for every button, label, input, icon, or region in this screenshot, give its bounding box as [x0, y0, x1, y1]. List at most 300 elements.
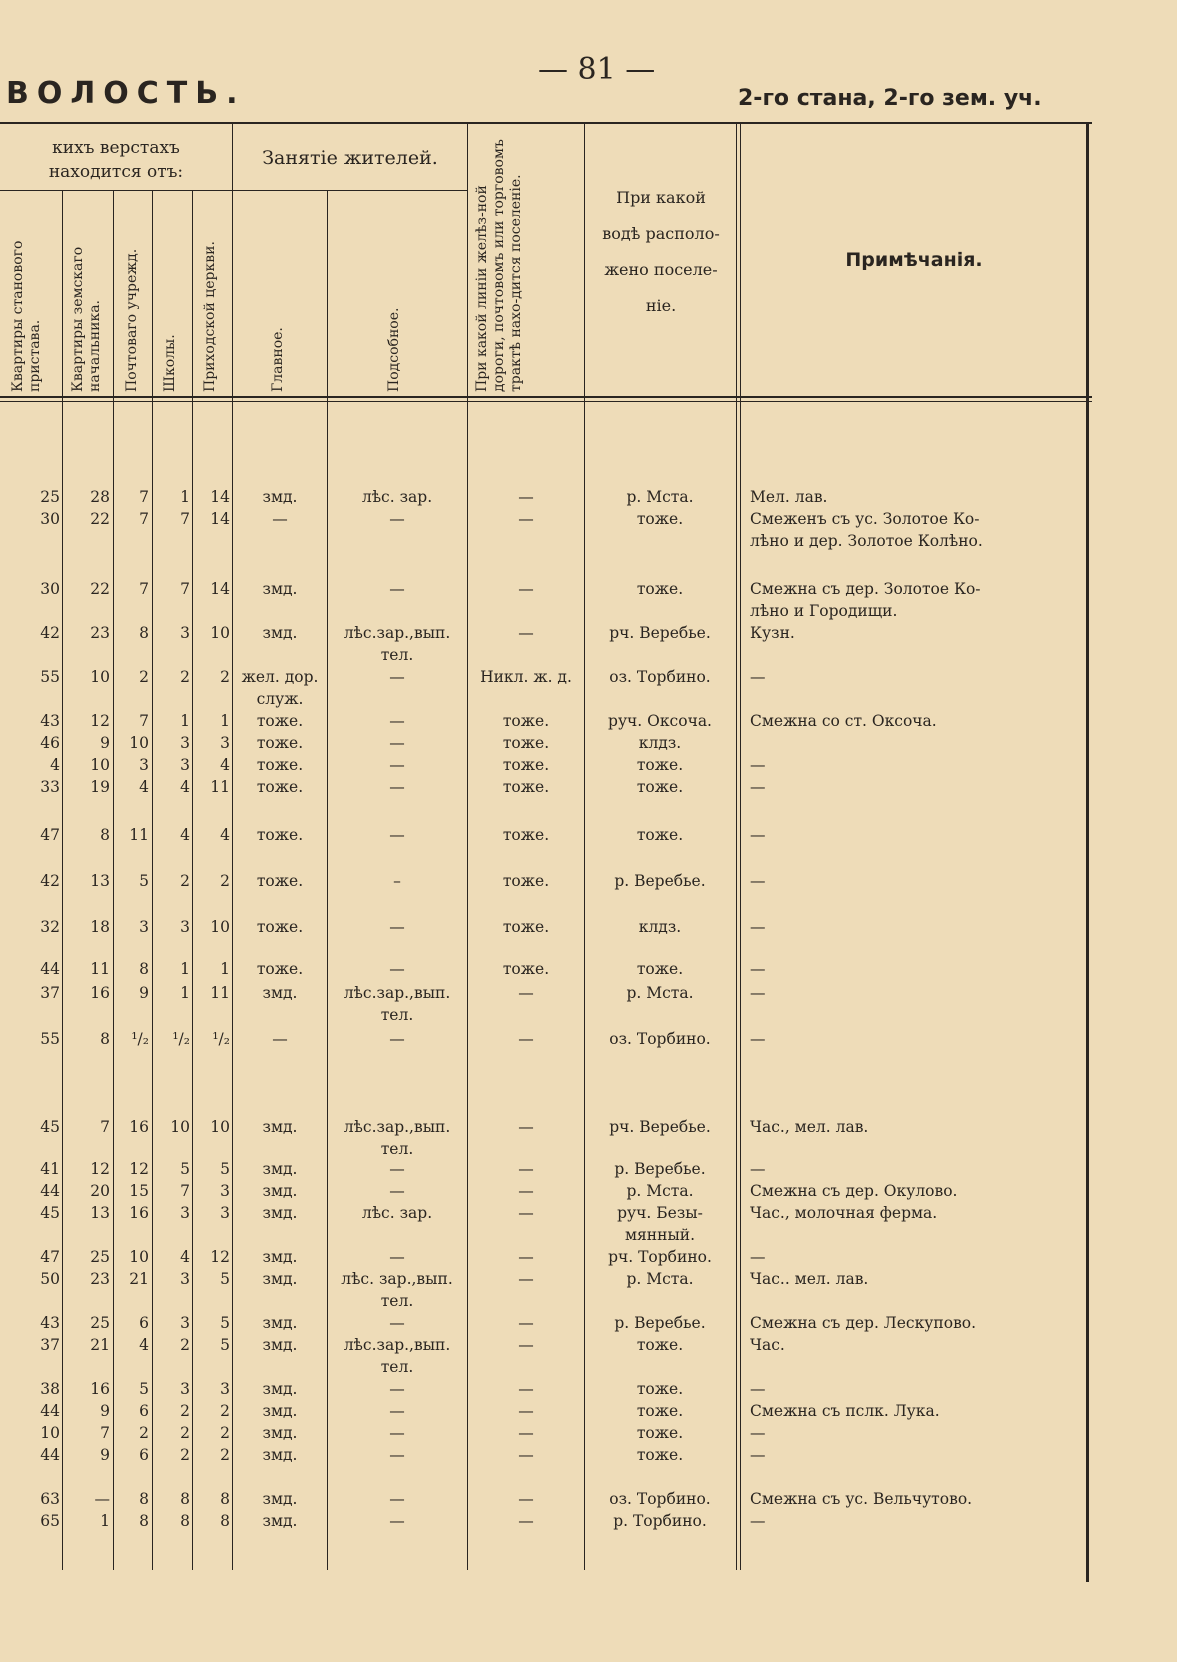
- cell-note-continued: лѣно и дер. Золотое Колѣно.: [750, 532, 983, 550]
- cell-main: —: [272, 510, 288, 528]
- cell-note: —: [750, 1030, 766, 1048]
- cell-c4: 3: [180, 918, 190, 936]
- cell-note: Мел. лав.: [750, 488, 828, 506]
- cell-aux-continued: тел.: [380, 646, 414, 664]
- cell-c2: 12: [90, 712, 110, 730]
- col-line: [327, 190, 328, 1570]
- cell-c5: 14: [210, 510, 230, 528]
- cell-aux: лѣс. зар.: [361, 488, 433, 506]
- cell-c4: 2: [180, 1336, 190, 1354]
- cell-c1: 41: [40, 1160, 60, 1178]
- cell-aux: —: [389, 778, 405, 796]
- cell-aux: —: [389, 1030, 405, 1048]
- cell-rail: тоже.: [502, 826, 550, 844]
- cell-c1: 65: [40, 1512, 60, 1530]
- cell-c3: 10: [129, 734, 149, 752]
- cell-water: р. Мста.: [626, 1270, 694, 1288]
- page-title: ВОЛОСТЬ.: [6, 76, 246, 111]
- cell-note: —: [750, 918, 766, 936]
- cell-rail: —: [518, 1512, 534, 1530]
- cell-c1: 44: [40, 960, 60, 978]
- cell-main: змд.: [262, 1490, 298, 1508]
- cell-water: оз. Торбино.: [609, 1030, 711, 1048]
- cell-c4: 8: [180, 1512, 190, 1530]
- cell-c2: 23: [90, 1270, 110, 1288]
- cell-aux: —: [389, 918, 405, 936]
- cell-c3: 6: [139, 1314, 149, 1332]
- cell-water: р. Мста.: [626, 488, 694, 506]
- cell-main-continued: служ.: [256, 690, 304, 708]
- cell-c5: 2: [220, 668, 230, 686]
- cell-note: —: [750, 872, 766, 890]
- cell-aux: —: [389, 1380, 405, 1398]
- cell-c3: 8: [139, 1490, 149, 1508]
- cell-aux: —: [389, 1512, 405, 1530]
- cell-main: змд.: [262, 1314, 298, 1332]
- cell-water-continued: мянный.: [624, 1226, 696, 1244]
- cell-c4: 7: [180, 580, 190, 598]
- cell-c1: 10: [40, 1424, 60, 1442]
- cell-c1: 25: [40, 488, 60, 506]
- cell-rail: —: [518, 1160, 534, 1178]
- cell-c2: 22: [90, 510, 110, 528]
- cell-aux: —: [389, 1490, 405, 1508]
- col-header-zemsky: Квартиры земскаго начальника.: [70, 246, 103, 392]
- cell-c1: 4: [50, 756, 60, 774]
- cell-main: тоже.: [256, 826, 304, 844]
- cell-c5: 5: [220, 1270, 230, 1288]
- col-line: [62, 190, 63, 1570]
- cell-c4: 2: [180, 1402, 190, 1420]
- cell-note: Час.: [750, 1336, 785, 1354]
- cell-c1: 30: [40, 510, 60, 528]
- col-header-notes: Примѣчанія.: [845, 249, 983, 271]
- cell-c3: 16: [129, 1118, 149, 1136]
- cell-note: —: [750, 778, 766, 796]
- col-header-school: Школы.: [162, 334, 178, 392]
- cell-c3: 7: [139, 712, 149, 730]
- cell-aux: —: [389, 668, 405, 686]
- col-header-aux: Подсобное.: [386, 307, 402, 392]
- cell-rail: —: [518, 984, 534, 1002]
- cell-note: —: [750, 960, 766, 978]
- cell-c5: 8: [220, 1490, 230, 1508]
- cell-rail: —: [518, 1182, 534, 1200]
- cell-aux: —: [389, 734, 405, 752]
- cell-aux: лѣс.зар.,вып.: [343, 624, 451, 642]
- cell-note: —: [750, 668, 766, 686]
- cell-water: клдз.: [638, 734, 682, 752]
- cell-c2: 20: [90, 1182, 110, 1200]
- cell-c1: 33: [40, 778, 60, 796]
- cell-c4: 2: [180, 1446, 190, 1464]
- cell-water: рч. Торбино.: [608, 1248, 712, 1266]
- cell-c4: 2: [180, 872, 190, 890]
- cell-rail: —: [518, 624, 534, 642]
- cell-c2: 1: [100, 1512, 110, 1530]
- cell-aux: —: [389, 1248, 405, 1266]
- cell-c2: 25: [90, 1314, 110, 1332]
- cell-aux: лѣс.зар.,вып.: [343, 1118, 451, 1136]
- cell-c4: 3: [180, 756, 190, 774]
- cell-main: змд.: [262, 1182, 298, 1200]
- cell-rail: —: [518, 1204, 534, 1222]
- cell-note: Смежна съ ус. Вельчутово.: [750, 1490, 973, 1508]
- cell-note: —: [750, 1248, 766, 1266]
- cell-main: тоже.: [256, 918, 304, 936]
- cell-aux-continued: тел.: [380, 1006, 414, 1024]
- cell-c3: 7: [139, 580, 149, 598]
- col-line: [736, 122, 737, 1570]
- cell-rail: тоже.: [502, 960, 550, 978]
- cell-aux: —: [389, 756, 405, 774]
- cell-c5: 12: [210, 1248, 230, 1266]
- cell-rail: —: [518, 510, 534, 528]
- cell-c5: 2: [220, 1424, 230, 1442]
- cell-rail: тоже.: [502, 712, 550, 730]
- cell-c5: 5: [220, 1314, 230, 1332]
- cell-main: тоже.: [256, 960, 304, 978]
- cell-note: —: [750, 984, 766, 1002]
- cell-note: Смежна съ дер. Золотое Ко-: [750, 580, 981, 598]
- cell-note: —: [750, 1512, 766, 1530]
- cell-c3: 21: [129, 1270, 149, 1288]
- cell-c1: 43: [40, 1314, 60, 1332]
- cell-c1: 63: [40, 1490, 60, 1508]
- distance-group-rule: [0, 190, 232, 191]
- cell-rail: —: [518, 1424, 534, 1442]
- cell-aux: —: [389, 1160, 405, 1178]
- cell-c3: 4: [139, 1336, 149, 1354]
- cell-c3: 11: [129, 826, 149, 844]
- cell-c3: 4: [139, 778, 149, 796]
- cell-c4: 10: [170, 1118, 190, 1136]
- cell-rail: —: [518, 1446, 534, 1464]
- cell-main: змд.: [262, 1336, 298, 1354]
- col-header-railway: При какой линіи желѣз-ной дороги, почтовомъ или торговомъ трактѣ нахо-дится поселеніе.: [474, 139, 524, 392]
- cell-c2: 25: [90, 1248, 110, 1266]
- cell-water: тоже.: [636, 510, 684, 528]
- cell-aux: —: [389, 510, 405, 528]
- cell-c3: 6: [139, 1446, 149, 1464]
- cell-c4: 1: [180, 984, 190, 1002]
- cell-aux: лѣс.зар.,вып.: [343, 1336, 451, 1354]
- cell-water: оз. Торбино.: [609, 668, 711, 686]
- cell-c4: 8: [180, 1490, 190, 1508]
- cell-c1: 44: [40, 1182, 60, 1200]
- col-line: [192, 190, 193, 1570]
- cell-c1: 37: [40, 984, 60, 1002]
- cell-c4: 3: [180, 624, 190, 642]
- cell-water: тоже.: [636, 756, 684, 774]
- cell-rail: —: [518, 1270, 534, 1288]
- cell-c1: 43: [40, 712, 60, 730]
- distance-group-header: [4, 136, 228, 184]
- cell-aux: лѣс. зар.: [361, 1204, 433, 1222]
- right-border: [1086, 122, 1089, 1582]
- cell-note: —: [750, 1160, 766, 1178]
- cell-main: тоже.: [256, 734, 304, 752]
- cell-note: Смежна со ст. Оксоча.: [750, 712, 937, 730]
- cell-rail: —: [518, 1118, 534, 1136]
- cell-rail: —: [518, 580, 534, 598]
- cell-c3: 9: [139, 984, 149, 1002]
- cell-water: клдз.: [638, 918, 682, 936]
- cell-aux-continued: тел.: [380, 1292, 414, 1310]
- cell-rail: —: [518, 1336, 534, 1354]
- cell-note: Час.. мел. лав.: [750, 1270, 869, 1288]
- cell-c1: 47: [40, 826, 60, 844]
- cell-aux: лѣс. зар.,вып.: [341, 1270, 453, 1288]
- cell-note: —: [750, 826, 766, 844]
- cell-c1: 30: [40, 580, 60, 598]
- cell-c5: 1: [220, 960, 230, 978]
- cell-c5: 4: [220, 826, 230, 844]
- cell-c2: 8: [100, 826, 110, 844]
- cell-c4: 4: [180, 1248, 190, 1266]
- col-header-church: Приходской церкви.: [202, 241, 218, 392]
- cell-main: тоже.: [256, 872, 304, 890]
- cell-c2: 21: [90, 1336, 110, 1354]
- cell-c2: 9: [100, 1402, 110, 1420]
- cell-c1: 46: [40, 734, 60, 752]
- cell-c5: 10: [210, 918, 230, 936]
- cell-water: тоже.: [636, 580, 684, 598]
- cell-water: р. Веребье.: [614, 872, 706, 890]
- cell-main: змд.: [262, 624, 298, 642]
- cell-c5: 5: [220, 1336, 230, 1354]
- cell-water: р. Веребье.: [614, 1160, 706, 1178]
- cell-c5: 3: [220, 1204, 230, 1222]
- cell-c5: 2: [220, 1402, 230, 1420]
- cell-water: р. Веребье.: [614, 1314, 706, 1332]
- cell-aux: —: [389, 826, 405, 844]
- header-bottom-rule-2: [0, 401, 1092, 402]
- cell-note: —: [750, 1424, 766, 1442]
- cell-c1: 37: [40, 1336, 60, 1354]
- cell-aux: —: [389, 712, 405, 730]
- cell-aux: —: [389, 580, 405, 598]
- col-line: [232, 122, 233, 1570]
- cell-c4: ¹/₂: [172, 1030, 190, 1048]
- col-line: [113, 190, 114, 1570]
- cell-rail: —: [518, 488, 534, 506]
- cell-c3: 16: [129, 1204, 149, 1222]
- cell-c1: 38: [40, 1380, 60, 1398]
- distance-group-line2: находится отъ:: [48, 162, 184, 182]
- cell-c5: 4: [220, 756, 230, 774]
- cell-water: р. Мста.: [626, 1182, 694, 1200]
- cell-c5: 11: [210, 778, 230, 796]
- cell-water: руч. Безы-: [617, 1204, 703, 1222]
- cell-c3: 3: [139, 918, 149, 936]
- cell-c1: 55: [40, 1030, 60, 1048]
- cell-c5: 8: [220, 1512, 230, 1530]
- cell-rail: —: [518, 1030, 534, 1048]
- cell-c2: 19: [90, 778, 110, 796]
- cell-c4: 2: [180, 668, 190, 686]
- cell-c1: 47: [40, 1248, 60, 1266]
- cell-water: тоже.: [636, 778, 684, 796]
- cell-c2: 11: [90, 960, 110, 978]
- cell-c3: 2: [139, 1424, 149, 1442]
- col-line: [152, 190, 153, 1570]
- cell-c1: 42: [40, 872, 60, 890]
- cell-c1: 44: [40, 1446, 60, 1464]
- col-header-post: Почтоваго учрежд.: [124, 248, 140, 392]
- cell-rail: —: [518, 1380, 534, 1398]
- cell-c4: 1: [180, 712, 190, 730]
- cell-c4: 2: [180, 1424, 190, 1442]
- district-label: 2-го стана, 2-го зем. уч.: [738, 86, 1042, 111]
- cell-main: —: [272, 1030, 288, 1048]
- cell-rail: тоже.: [502, 756, 550, 774]
- cell-c3: 15: [129, 1182, 149, 1200]
- cell-c3: 8: [139, 960, 149, 978]
- cell-c2: 10: [90, 668, 110, 686]
- cell-c2: 13: [90, 872, 110, 890]
- cell-water: тоже.: [636, 1402, 684, 1420]
- col-header-water: При какой водѣ располо-жено поселе-ніе.: [602, 188, 720, 315]
- cell-aux-continued: тел.: [380, 1358, 414, 1376]
- cell-c4: 3: [180, 1270, 190, 1288]
- cell-c3: 12: [129, 1160, 149, 1178]
- cell-c5: 3: [220, 1380, 230, 1398]
- cell-aux: —: [389, 1314, 405, 1332]
- cell-c2: 28: [90, 488, 110, 506]
- cell-note-continued: лѣно и Городищи.: [750, 602, 898, 620]
- cell-c2: —: [94, 1490, 110, 1508]
- cell-water: оз. Торбино.: [609, 1490, 711, 1508]
- cell-note: —: [750, 1446, 766, 1464]
- cell-rail: Никл. ж. д.: [480, 668, 572, 686]
- cell-c1: 45: [40, 1204, 60, 1222]
- cell-aux: —: [389, 960, 405, 978]
- cell-c1: 42: [40, 624, 60, 642]
- cell-c3: 8: [139, 624, 149, 642]
- cell-water: тоже.: [636, 1424, 684, 1442]
- cell-main: жел. дор.: [241, 668, 319, 686]
- cell-c3: ¹/₂: [131, 1030, 149, 1048]
- cell-aux: лѣс.зар.,вып.: [343, 984, 451, 1002]
- cell-rail: —: [518, 1402, 534, 1420]
- cell-c2: 9: [100, 734, 110, 752]
- cell-note: Смеженъ съ ус. Золотое Ко-: [750, 510, 980, 528]
- cell-c5: 2: [220, 1446, 230, 1464]
- cell-c4: 5: [180, 1160, 190, 1178]
- col-line: [740, 122, 741, 1570]
- cell-aux: —: [389, 1182, 405, 1200]
- cell-c3: 10: [129, 1248, 149, 1266]
- col-header-stanovoy: Квартиры станового пристава.: [10, 240, 43, 392]
- cell-main: змд.: [262, 580, 298, 598]
- cell-c3: 5: [139, 1380, 149, 1398]
- cell-c4: 7: [180, 1182, 190, 1200]
- cell-note: Смежна съ дер. Окулово.: [750, 1182, 958, 1200]
- cell-c2: 23: [90, 624, 110, 642]
- cell-c5: 10: [210, 1118, 230, 1136]
- cell-c3: 2: [139, 668, 149, 686]
- cell-main: змд.: [262, 1424, 298, 1442]
- cell-aux-continued: тел.: [380, 1140, 414, 1158]
- col-line: [467, 122, 468, 1570]
- cell-rail: тоже.: [502, 918, 550, 936]
- cell-note: Час., мел. лав.: [750, 1118, 869, 1136]
- cell-rail: —: [518, 1490, 534, 1508]
- cell-c5: 3: [220, 1182, 230, 1200]
- cell-main: тоже.: [256, 756, 304, 774]
- cell-c4: 7: [180, 510, 190, 528]
- cell-water: рч. Веребье.: [609, 624, 711, 642]
- cell-c2: 22: [90, 580, 110, 598]
- cell-aux: –: [393, 872, 401, 890]
- cell-c3: 6: [139, 1402, 149, 1420]
- cell-water: тоже.: [636, 960, 684, 978]
- cell-c5: 2: [220, 872, 230, 890]
- cell-c2: 13: [90, 1204, 110, 1222]
- cell-c1: 45: [40, 1118, 60, 1136]
- cell-water: тоже.: [636, 826, 684, 844]
- cell-water: тоже.: [636, 1380, 684, 1398]
- cell-c1: 50: [40, 1270, 60, 1288]
- cell-water: р. Торбино.: [613, 1512, 707, 1530]
- cell-water: руч. Оксоча.: [608, 712, 712, 730]
- cell-note: Смежна съ пслк. Лука.: [750, 1402, 940, 1420]
- cell-c4: 1: [180, 488, 190, 506]
- cell-c5: ¹/₂: [212, 1030, 230, 1048]
- cell-rail: тоже.: [502, 872, 550, 890]
- cell-c2: 8: [100, 1030, 110, 1048]
- cell-aux: —: [389, 1402, 405, 1420]
- cell-c2: 10: [90, 756, 110, 774]
- cell-c4: 3: [180, 1204, 190, 1222]
- header-bottom-rule: [0, 396, 1092, 398]
- top-rule: [0, 122, 1092, 124]
- cell-water: рч. Веребье.: [609, 1118, 711, 1136]
- cell-water: р. Мста.: [626, 984, 694, 1002]
- cell-c4: 3: [180, 734, 190, 752]
- cell-c3: 7: [139, 488, 149, 506]
- cell-main: змд.: [262, 1248, 298, 1266]
- cell-c5: 5: [220, 1160, 230, 1178]
- cell-c3: 7: [139, 510, 149, 528]
- cell-main: змд.: [262, 1402, 298, 1420]
- occupation-group-header: Занятіе жителей.: [262, 147, 438, 169]
- cell-rail: тоже.: [502, 778, 550, 796]
- cell-c3: 8: [139, 1512, 149, 1530]
- cell-c5: 3: [220, 734, 230, 752]
- cell-c1: 44: [40, 1402, 60, 1420]
- cell-main: тоже.: [256, 712, 304, 730]
- cell-c2: 7: [100, 1118, 110, 1136]
- cell-c5: 10: [210, 624, 230, 642]
- cell-c5: 11: [210, 984, 230, 1002]
- cell-c2: 18: [90, 918, 110, 936]
- cell-main: тоже.: [256, 778, 304, 796]
- cell-c1: 32: [40, 918, 60, 936]
- cell-c2: 16: [90, 1380, 110, 1398]
- cell-main: змд.: [262, 488, 298, 506]
- cell-main: змд.: [262, 1512, 298, 1530]
- cell-main: змд.: [262, 1160, 298, 1178]
- cell-c4: 4: [180, 826, 190, 844]
- cell-c2: 7: [100, 1424, 110, 1442]
- cell-main: змд.: [262, 1446, 298, 1464]
- cell-rail: тоже.: [502, 734, 550, 752]
- cell-c5: 1: [220, 712, 230, 730]
- cell-water: тоже.: [636, 1446, 684, 1464]
- col-header-main: Главное.: [270, 327, 286, 392]
